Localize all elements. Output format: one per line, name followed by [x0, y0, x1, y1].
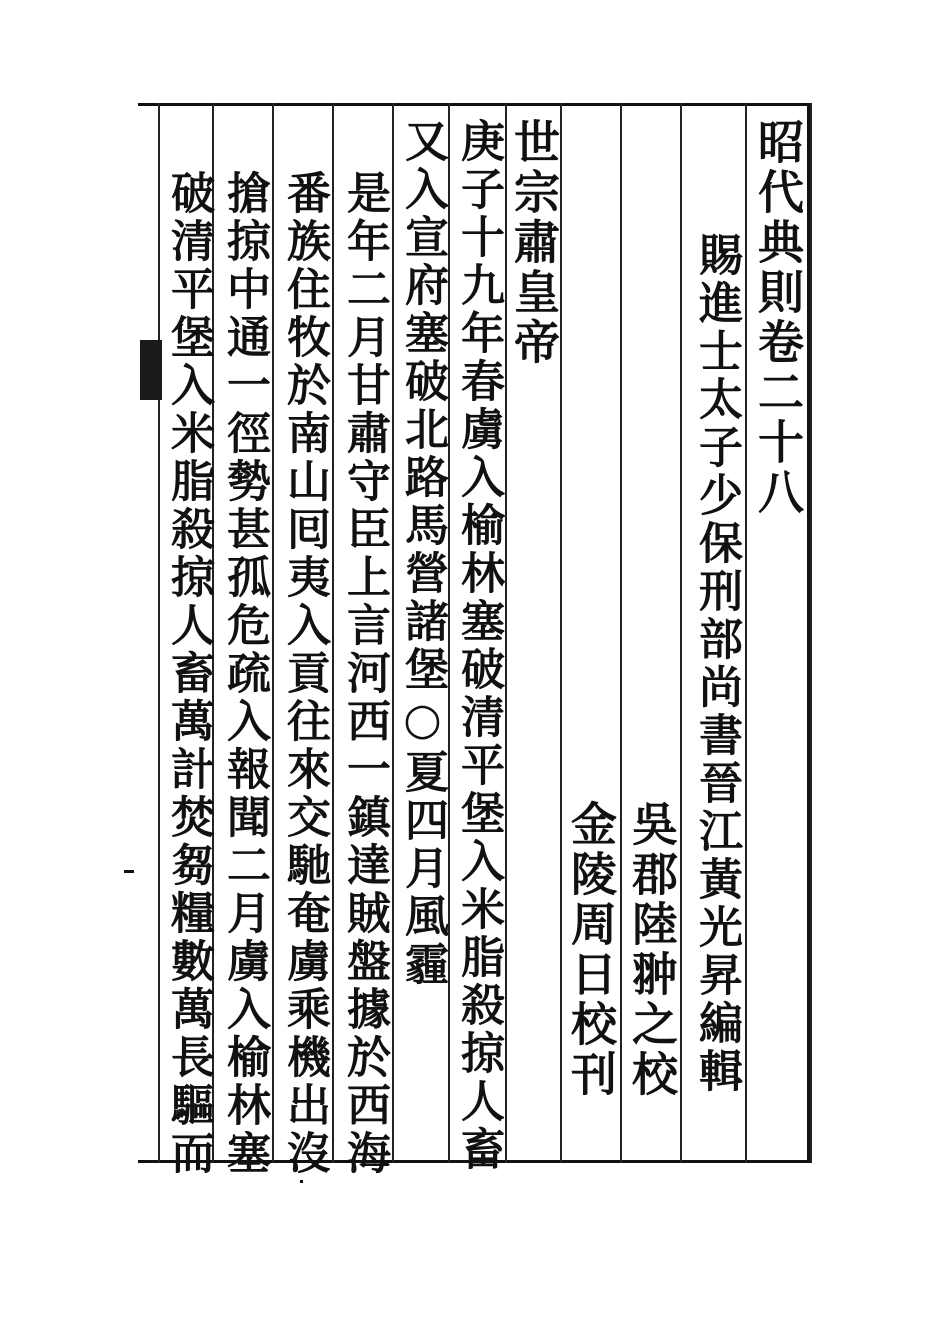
binding-mark — [140, 340, 162, 400]
edge-mark — [124, 870, 134, 873]
body-column: 番族住牧於南山囘夷入貢往來交馳奄虜乘機出沒 — [279, 170, 330, 1178]
body-column: 又入宣府塞破北路馬營諸堡○夏四月風霾 — [397, 118, 448, 989]
author-column: 賜進士太子少保刑部尚書晉江黃光昇編輯 — [691, 232, 742, 1096]
body-column: 庚子十九年春虜入榆林塞破清平堡入米脂殺掠人畜 — [453, 118, 504, 1174]
book-title-column: 昭代典則卷二十八 — [751, 118, 805, 518]
section-heading: 世宗肅皇帝 — [507, 118, 561, 368]
column-rule — [745, 103, 747, 1163]
body-column: 破清平堡入米脂殺掠人畜萬計焚芻糧數萬長驅而 — [163, 170, 214, 1178]
column-rule — [392, 103, 394, 1163]
column-rule — [448, 103, 450, 1163]
column-rule — [158, 103, 160, 1163]
proofreader-column: 吳郡陸翀之校 — [625, 800, 679, 1100]
column-rule — [680, 103, 682, 1163]
body-column: 搶掠中通一徑勢甚孤危疏入報聞二月虜入榆林塞 — [219, 170, 270, 1178]
body-column: 是年二月甘肅守臣上言河西一鎮達賊盤據於西海 — [339, 170, 390, 1178]
column-rule — [810, 103, 812, 1163]
column-rule — [272, 103, 274, 1163]
column-rule — [620, 103, 622, 1163]
printer-column: 金陵周日校刊 — [564, 800, 618, 1100]
column-rule — [332, 103, 334, 1163]
stray-dot — [300, 1180, 303, 1183]
